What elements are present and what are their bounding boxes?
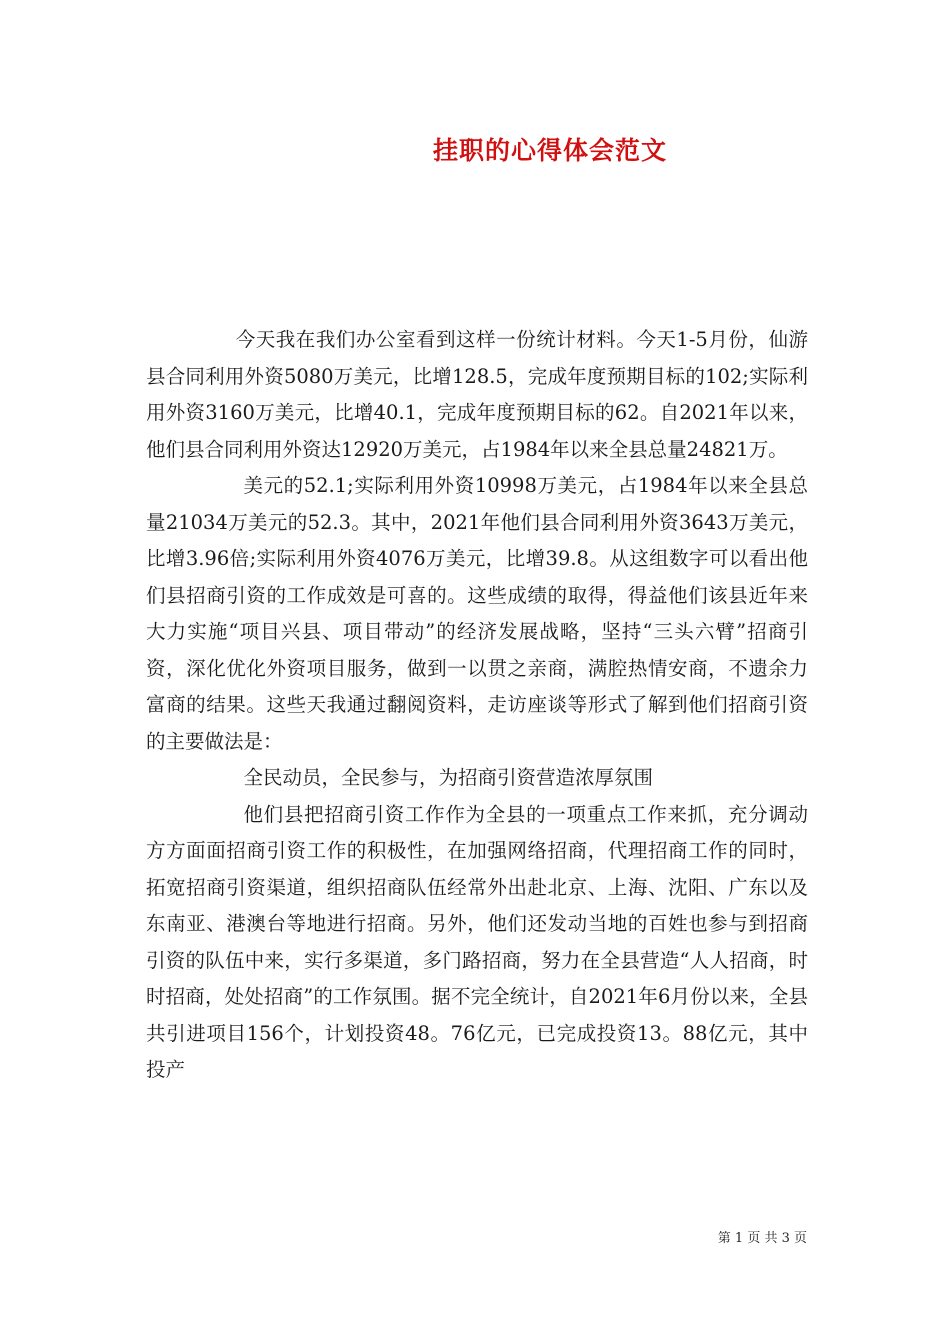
paragraph-measures: 他们县把招商引资工作作为全县的一项重点工作来抓，充分调动方方面面招商引资工作的积极性，在加强网络招商，代理招商工作的同时，拓宽招商引资渠道，组织招商队伍经常外出赴北京、上海、沈阳、广东以及东南亚、港澳台等地进行招商。另外，他们还发动当地的百姓也参与到招商引资的队伍中来，实行多渠道，多门路招商，努力在全县营造“人人招商，时时招商，处处招商”的工作氛围。据不完全统计，自2021年6月份以来，全县共引进项目156个，计划投资48。76亿元，已完成投资13。88亿元，其中投产 xyxy=(146,802,808,1081)
paragraph-statistics: 今天我在我们办公室看到这样一份统计材料。今天1-5月份，仙游县合同利用外资5080万美元，比增128.5，完成年度预期目标的102;实际利用外资3160万美元，比增40.1，完成年度预期目标的62。自2021年以来，他们县合同利用外资达12920万美元，占1984年以来全县总量24821万。 xyxy=(146,328,808,461)
page-footer: 第 1 页 共 3 页 xyxy=(717,1231,807,1246)
document-title: 挂职的心得体会范文 xyxy=(432,136,667,165)
section-heading: 全民动员，全民参与，为招商引资营造浓厚氛围 xyxy=(243,766,654,789)
paragraph-results: 美元的52.1;实际利用外资10998万美元，占1984年以来全县总量21034万美元的52.3。其中，2021年他们县合同利用外资3643万美元，比增3.96倍;实际利用外资4076万美元，比增39.8。从这组数字可以看出他们县招商引资的工作成效是可喜的。这些成绩的取得，得益他们该县近年来大力实施“项目兴县、项目带动”的经济发展战略，坚持“三头六臂”招商引资，深化优化外资项目服务，做到一以贯之亲商，满腔热情安商，不遗余力富商的结果。这些天我通过翻阅资料，走访座谈等形式了解到他们招商引资的主要做法是： xyxy=(146,474,808,753)
document-body xyxy=(146,322,808,1089)
